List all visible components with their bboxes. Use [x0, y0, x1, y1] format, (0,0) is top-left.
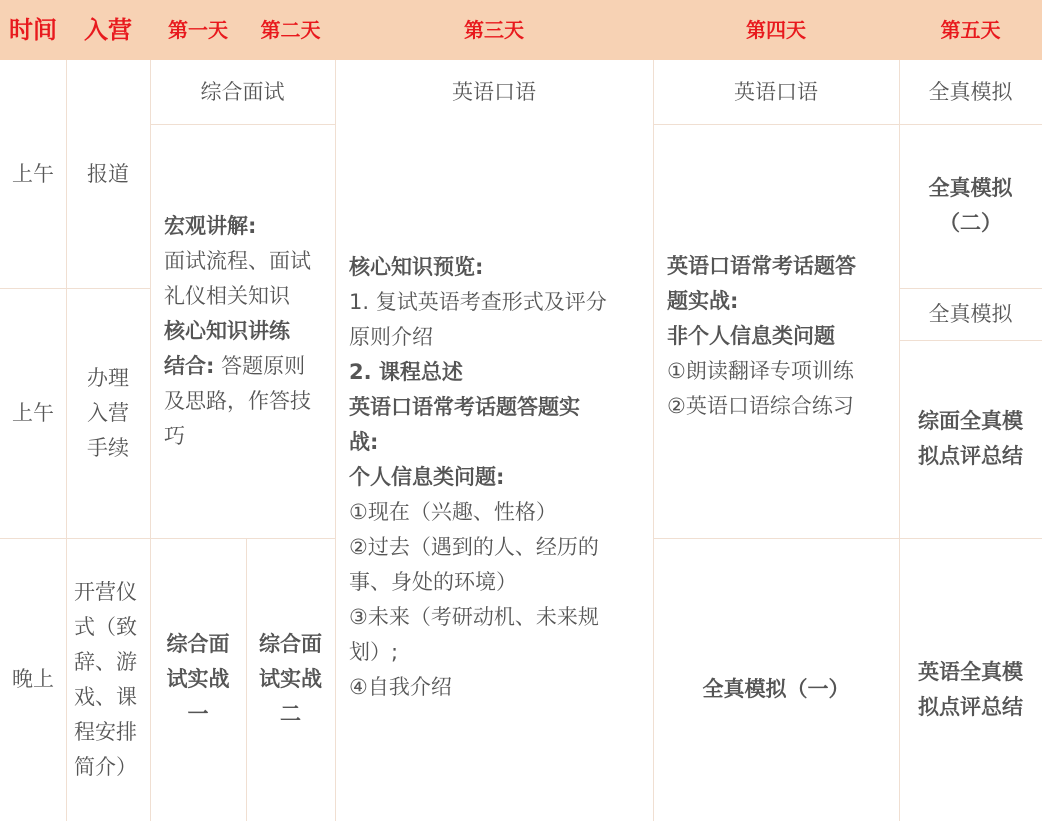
day1-evening-line: 一	[187, 702, 209, 726]
header-camp: 入营	[66, 0, 150, 60]
camp-check-in-line: 手续	[87, 435, 129, 460]
row-label-morning-1: 上午	[12, 161, 54, 186]
day12-line: 礼仪相关知识	[164, 283, 290, 308]
day12-content	[150, 124, 335, 538]
day12-topic: 综合面试	[200, 79, 285, 104]
day12-combine-text: 答题原则	[214, 353, 306, 378]
day5-interview-review-line: 拟点评总结	[918, 444, 1023, 468]
day5-topic: 全真模拟	[928, 79, 1013, 104]
header-day5: 第五天	[899, 0, 1042, 60]
day5-interview-review	[899, 340, 1042, 538]
day5-interview-review-line: 综面全真模	[918, 409, 1023, 433]
day2-evening-line: 二	[280, 702, 301, 726]
day4-content	[653, 124, 899, 538]
day12-line: 及思路，作答技	[164, 388, 311, 413]
day4-line: 非个人信息类问题	[667, 323, 835, 348]
day4-line: 英语口语常考话题答	[667, 253, 856, 278]
day5-mock-mid: 全真模拟	[928, 301, 1013, 326]
day1-evening-line: 试实战	[166, 667, 230, 691]
row-label-morning-2: 上午	[12, 400, 54, 425]
day12-combine-label: 结合:	[164, 353, 215, 378]
day3-line: 核心知识预览:	[349, 255, 484, 279]
header-day4: 第四天	[653, 0, 899, 60]
day3-line: 原则介绍	[349, 325, 433, 349]
camp-check-in-line: 办理	[87, 365, 129, 390]
day3-content	[335, 124, 653, 821]
row-label-evening: 晚上	[12, 667, 54, 691]
day5-english-review-line: 英语全真模	[918, 659, 1023, 684]
camp-opening-line: 程安排	[74, 719, 137, 744]
day4-evening-mock: 全真模拟（一）	[702, 677, 850, 701]
day3-line: 战:	[349, 430, 379, 454]
day12-line: 巧	[164, 423, 185, 448]
day3-line: 划）;	[349, 640, 399, 664]
day2-evening-line: 综合面	[259, 632, 322, 656]
day5-english-review-line: 拟点评总结	[918, 694, 1023, 719]
header-day2: 第二天	[246, 0, 335, 60]
day3-line: 事、身处的环境）	[349, 570, 517, 594]
camp-report: 报道	[87, 161, 129, 186]
day12-heading-macro: 宏观讲解:	[164, 213, 257, 238]
day3-line: ①现在（兴趣、性格）	[349, 500, 557, 524]
day12-line: 面试流程、面试	[164, 248, 311, 273]
header-day1: 第一天	[150, 0, 246, 60]
day12-combine-line	[164, 349, 321, 384]
day2-evening-line: 试实战	[259, 667, 322, 691]
day5-mock-2-line: （二）	[939, 211, 1002, 235]
camp-opening-line: 辞、游	[74, 649, 137, 674]
camp-opening-line: 开营仪	[74, 579, 137, 604]
day5-mock-2	[899, 124, 1042, 288]
day3-line: 个人信息类问题:	[349, 465, 505, 489]
day4-line: 题实战:	[667, 288, 739, 313]
day3-line: ④自我介绍	[349, 675, 452, 699]
camp-opening-line: 戏、课	[74, 684, 137, 709]
day3-line: ③未来（考研动机、未来规	[349, 605, 599, 629]
day4-line: ②英语口语综合练习	[667, 393, 854, 418]
header-time: 时间	[0, 0, 66, 60]
header-day3: 第三天	[335, 0, 653, 60]
camp-check-in-line: 入营	[87, 400, 129, 425]
camp-check-in	[66, 288, 150, 538]
day1-evening-practice	[150, 538, 246, 821]
camp-opening-ceremony	[66, 538, 150, 821]
day3-line: 英语口语常考话题答题实	[349, 395, 580, 419]
camp-opening-line: 式（致	[74, 614, 137, 639]
day3-line: 1. 复试英语考查形式及评分	[349, 290, 607, 314]
day4-line: ①朗读翻译专项训练	[667, 358, 854, 383]
camp-opening-line: 简介）	[74, 754, 137, 779]
day3-line: 2. 课程总述	[349, 360, 463, 384]
day1-evening-line: 综合面	[166, 632, 230, 656]
day5-mock-2-line: 全真模拟	[928, 176, 1013, 200]
day3-line: ②过去（遇到的人、经历的	[349, 535, 599, 559]
day3-topic: 英语口语	[452, 79, 536, 104]
day12-heading-core: 核心知识讲练	[164, 318, 290, 343]
day2-evening-practice	[246, 538, 335, 821]
day5-english-review	[899, 538, 1042, 821]
day4-topic: 英语口语	[734, 79, 818, 104]
